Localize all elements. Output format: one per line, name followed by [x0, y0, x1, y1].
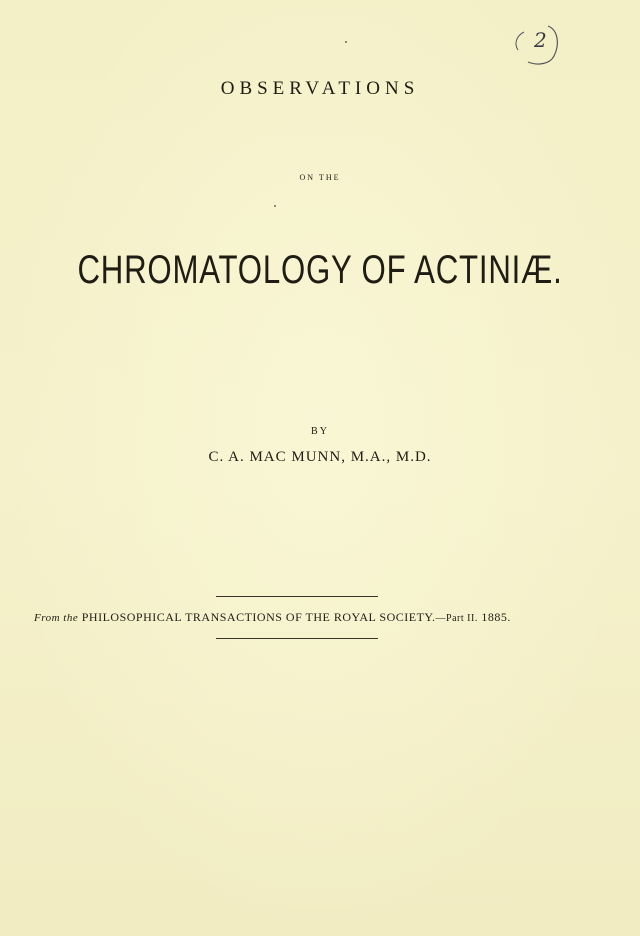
- title-connector: ON THE: [299, 173, 341, 182]
- byline-label: BY: [311, 426, 329, 437]
- citation: [34, 610, 511, 625]
- author-name: C. A. MAC MUNN, M.A., M.D.: [208, 449, 432, 465]
- title-observations: OBSERVATIONS: [220, 78, 420, 99]
- divider-rule-bottom: [216, 638, 378, 639]
- citation-year: 1885.: [481, 610, 511, 624]
- main-title: CHROMATOLOGY OF ACTINIÆ.: [77, 248, 563, 292]
- citation-prefix: From the: [34, 612, 79, 624]
- citation-source: PHILOSOPHICAL TRANSACTIONS OF THE ROYAL SOCIETY.: [81, 610, 436, 624]
- citation-part: —Part II.: [435, 613, 478, 624]
- handwritten-number: 2: [534, 28, 547, 52]
- divider-rule-top: [216, 596, 378, 597]
- handwritten-page-number: [510, 22, 560, 70]
- speck: [345, 41, 347, 43]
- speck: [274, 205, 276, 207]
